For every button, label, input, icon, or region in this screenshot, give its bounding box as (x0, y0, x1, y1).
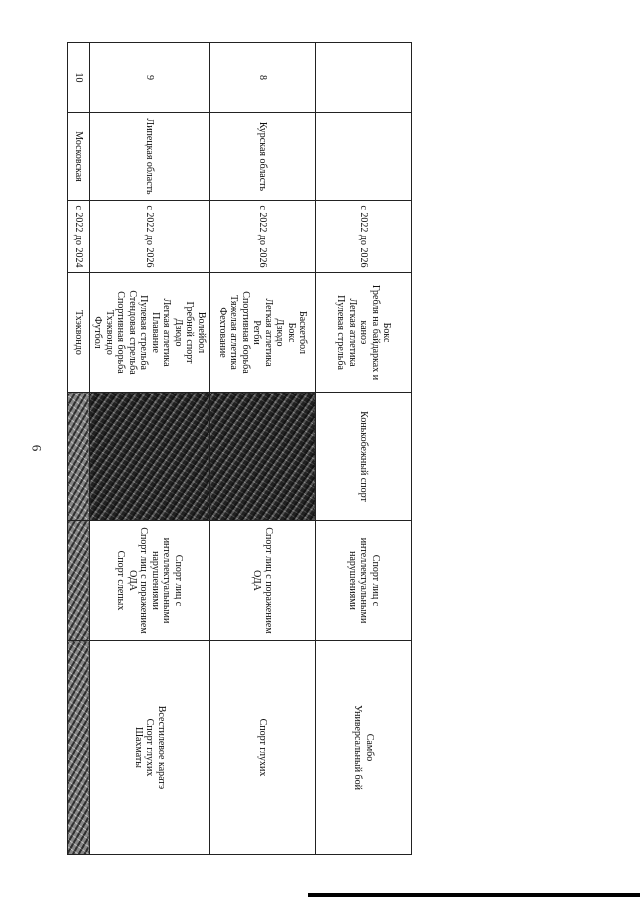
para-sport-cell (316, 521, 412, 641)
table-row (68, 43, 90, 855)
table-row (210, 43, 316, 855)
period-cell: с 2022 до 2026 (316, 201, 412, 273)
sport-item: Гребля на байдарках и каноэ (358, 284, 381, 381)
winter-sport-cell: Конькобежный спорт (316, 393, 412, 521)
region-cell (316, 113, 412, 201)
para-sport-cell (210, 521, 316, 641)
sport-item: Тхэквондо (73, 310, 85, 355)
row-number (316, 43, 412, 113)
page-number: 6 (29, 444, 45, 452)
sports-table (67, 42, 412, 855)
sport-item: Бокс (286, 322, 297, 343)
sports-cell (90, 273, 210, 393)
sport-item: Баскетбол (297, 311, 309, 354)
sport-item: Спортивная борьба (240, 291, 251, 374)
region-cell: Московская (68, 113, 90, 201)
sport-item: Легкая атлетика (346, 298, 358, 367)
sport-item: Футбол (92, 316, 104, 349)
sport-item: Легкая атлетика (263, 298, 274, 367)
national-sport-cell (90, 641, 210, 855)
sport-item: Плавание (150, 312, 161, 353)
row-number: 10 (68, 43, 90, 113)
para-sport-item: Спорт лиц с интеллектуальными нарушениями (346, 537, 381, 624)
sport-item: Стендовая стрельба (127, 290, 138, 375)
winter-sport-cell (90, 393, 210, 521)
period-cell: с 2022 до 2024 (68, 201, 90, 273)
national-sport-cell (210, 641, 316, 855)
sports-cell (316, 273, 412, 393)
para-sport-cell (68, 521, 90, 641)
winter-sport-cell (68, 393, 90, 521)
sport-item: Бокс (381, 322, 393, 343)
national-sport-item: Универсальный бой (352, 704, 364, 790)
region-cell: Липецкая область (90, 113, 210, 201)
sport-item: Легкая атлетика (161, 298, 173, 367)
para-sport-item: Спорт слепых (115, 550, 127, 611)
national-sport-item: Шахматы (132, 726, 144, 769)
national-sport-item: Спорт глухих (257, 718, 269, 777)
sport-item: Фехтование (217, 307, 228, 358)
national-sport-item: Спорт глухих (144, 718, 156, 777)
winter-sport-cell (210, 393, 316, 521)
sport-item: Пулевая стрельба (335, 295, 347, 370)
national-sport-cell (316, 641, 412, 855)
sport-item: Пулевая стрельба (138, 295, 150, 370)
table-row (316, 43, 412, 855)
region-cell: Курская область (210, 113, 316, 201)
sport-item: Регби (251, 320, 263, 345)
table-row (90, 43, 210, 855)
sport-item: Дзюдо (274, 318, 286, 347)
para-sport-item: Спорт лиц с интеллектуальными нарушениями (150, 537, 184, 624)
sports-cell (210, 273, 316, 393)
scan-edge-mark (308, 893, 640, 897)
sports-cell (68, 273, 90, 393)
period-cell: с 2022 до 2026 (210, 201, 316, 273)
para-sport-cell (90, 521, 210, 641)
para-sport-item: Спорт лиц с поражением ОДА (127, 527, 150, 634)
row-number: 9 (90, 43, 210, 113)
sport-item: Волейбол (196, 311, 207, 354)
sport-item: Тхэквондо (104, 310, 115, 355)
sport-item: Тяжелая атлетика (228, 295, 240, 370)
sports-table-wrapper (73, 42, 412, 854)
para-sport-item: Спорт лиц с поражением ОДА (251, 527, 274, 634)
national-sport-item: Всестилевое каратэ (155, 705, 167, 790)
sport-item: Спортивная борьба (115, 291, 127, 374)
row-number: 8 (210, 43, 316, 113)
sport-item: Дзюдо (173, 318, 184, 347)
national-sport-item: Самбо (364, 733, 375, 762)
sport-item: Гребной спорт (184, 301, 196, 364)
national-sport-cell (68, 641, 90, 855)
period-cell: с 2022 до 2026 (90, 201, 210, 273)
